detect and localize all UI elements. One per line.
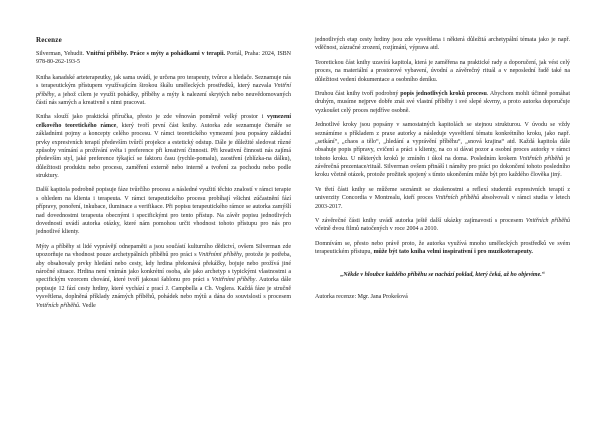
paragraph — [315, 240, 570, 257]
text-run: , protože je potřeba, aby obsahovaly prvky hledání nebo cesty, kdy hrdina překonává překážky, bojuje nebo prožívá jiné náročné situace. Hrdina není vnímán jako konkrétní osoba, ale jako archetyp s typickými vlastnostmi a specifickým vzorcem chování, které tvoří jakousi šablonu pro práci s — [36, 252, 292, 284]
text-run: V závěrečné části knihy uvádí autorka ještě další ukázky zajímavostí s procesem — [315, 218, 526, 225]
text-run: . Autorka dále popisuje 12 fází cesty hrdiny, které vychází z prací J. Campbella a Ch. Voglera. Každá fáze je stručně vysvětlena, doplněná příklady známých příběhů, pohádek nebo mýtů a dána do souvislostí s procesem — [36, 277, 292, 301]
text-run: , a jehož cílem je využít pohádky, příběhy a mýty k nalezení skrytých nebo neuvědomovaných částí nás samých a kreativně s nimi pracovat. — [36, 91, 291, 106]
paragraph — [315, 186, 570, 211]
text-run: Vnitřních příběhů — [435, 195, 480, 202]
text-run: Vnitřních příběhů — [36, 302, 80, 309]
text-run: absolvovali v rámci studia v letech 2003-2017. — [315, 195, 570, 210]
reviewer-signature: Autorka recenze: Mgr. Jana Prokešová — [315, 294, 408, 301]
paragraph — [36, 113, 291, 180]
paragraph — [315, 121, 570, 180]
paragraph — [36, 243, 291, 310]
text-run: Vnitřní příběhy — [36, 83, 291, 98]
text-run: vymezení celkového teoretického rámce — [36, 114, 291, 129]
text-run: jednotlivých etap cesty hrdiny jsou zde vysvětlena i některá důležitá archetypální témata jako je např. vděčnost, zázračné zrození, rozjímání, výprava atd. — [315, 37, 570, 52]
text-run: Jednotlivé kroky jsou popsány v samostatných kapitolách se stejnou strukturou. V úvodu se vždy seznámíme s příkladem z praxe autorky a následuje vysvětlení tématu konkrétního kroku, jako např. „setkání“, „chaos a tělo“, „hledání a vyprávění příběhu“, „snová krajina“ atd. Každá kapitola dále obsahuje popis přípravy, cvičení a práci s klienty, na co si dávat pozor a osobní proces autorky v rámci tohoto kroku. U některých kroků je zmíněn i úkol na doma. Posledním krokem — [315, 122, 570, 162]
two-column-layout — [36, 36, 570, 316]
text-run: Kniha slouží jako praktická příručka, přesto je zde věnován poměrně velký prostor i — [36, 114, 267, 121]
text-run: , který tvoří první část knihy. Autorka zde seznamuje čtenáře se základními pojmy a koncepty celého procesu. V rámci teoretického vymezení jsou popsány základní prvky expresivních terapií především tvůrčí projekce a estetický odstup. Dále je důležité sledovat různé způsoby vnímání a prožívání světa i preference při kreativní činnosti. Při kreativní činnosti nás zajímá především styl, jaké preference týkající se faktoru času (rychle-pomalu), zaostření (zblízka-na dálku), důležitosti produktu nebo procesu, zaměření externě nebo interně a tvoření za pochodu nebo podle struktury. — [36, 122, 291, 180]
text-run: popis jednotlivých kroků procesu — [400, 90, 487, 97]
left-column — [36, 36, 291, 316]
text-run: Mýty a příběhy si lidé vyprávějí odnepaměti a jsou součástí kulturního dědictví, ovšem Silverman zde upozorňuje na vhodnost pouze archetypálních příběhů pro práci s — [36, 243, 291, 259]
text-run: . Vedle — [79, 302, 96, 309]
text-run: Vnitřními příběhy — [211, 277, 256, 284]
text-run: včetně dvou filmů natočených v roce 2004 a 2010. — [315, 226, 439, 233]
text-run: Ve třetí části knihy se můžeme seznámit se zkušenostmi a reflexí studentů expresivních terapií z univerzity Concordia v Montrealu, kteří proces — [315, 186, 570, 202]
book-citation — [36, 50, 291, 67]
text-run: Druhou část knihy tvoří podrobný — [315, 90, 401, 97]
paragraph — [315, 217, 570, 234]
text-run: Portál, Praha: 2024, ISBN 978-80-262-193-5 — [36, 51, 291, 66]
text-run: Vnitřních příběhů — [519, 155, 564, 162]
text-run: Domnívám se, přesto nebo právě proto, že autorka využívá mnoho uměleckých prostředků ve svém terapeutickém přístupu, — [315, 240, 570, 256]
paragraph — [36, 186, 291, 236]
paragraph — [315, 36, 570, 53]
text-run: Teoretickou část knihy uzavírá kapitola, která je zaměřena na praktické rady a doporučení, jak vést celý proces, na materiální a prostorové vybavení, úvodní a závěrečný rituál a v neposlední řadě také na důležitost vedení dokumentace a osobního deníku. — [315, 59, 570, 83]
text-run: Silverman, Yehudit. — [36, 51, 86, 57]
paragraph — [315, 90, 570, 115]
closing-quote: „Někde v hloubce každého příběhu se nachází poklad, který čeká, až ho objevíme.“ — [340, 271, 545, 278]
text-run: Kniha kanadské arteterapeutky, jak sama uvádí, je určena pro terapeuty, tvůrce a hledače. Seznamuje nás s terapeutickým přístupem využívajícím širokou škálu uměleckých prostředků, který nazvala — [36, 74, 291, 90]
text-run: Další kapitola podrobně popisuje fáze tvůrčího procesu a následné využití těchto znalostí v rámci terapie s ohledem na klienta i terapeuta. V rámci terapeutického procesu probíhají všichni zúčastnění fází přípravy, ponoření, inkubace, iluminace a verifikace. Při popisu terapeutického rámce se autorka zamýšlí nad dovednostmi terapeuta obecnými i specifickými pro tento přístup. Na závěr popisu jednotlivých dovedností uvádí autorka otázky, které nám pomohou určit vhodnost tohoto přístupu pro nás pro jednotlivé klienty. — [36, 187, 291, 236]
text-run: je závěrečná prezentace/rituál. Silverman ovšem přináší i náměty pro práci po dokončení tohoto posledního kroku včetně otázek, protože prožitek spojený s tímto ukončením může být pro každého člověka jiný. — [315, 155, 571, 179]
right-column-paragraphs — [315, 36, 570, 257]
paragraph — [315, 59, 570, 84]
right-column — [315, 36, 570, 316]
left-column-paragraphs — [36, 74, 291, 310]
text-run: může být tato kniha velmi inspirativní i pro muzikoterapeuty. — [373, 249, 533, 256]
text-run: Vnitřní příběhy. Práce s mýty a pohádkami v terapii. — [86, 51, 225, 57]
text-run: Vnitřními příběhy — [198, 252, 242, 259]
text-run: Vnitřních příběhů — [525, 218, 570, 225]
paragraph — [36, 74, 291, 108]
text-run: . Abychom mohli účinně pomáhat druhým, musíme nejprve dobře znát své vlastní příběhy i své slepé skvrny, a proto autorka doporučuje vyzkoušet celý proces nejdříve osobně. — [315, 90, 570, 114]
review-heading: Recenze — [36, 36, 62, 44]
